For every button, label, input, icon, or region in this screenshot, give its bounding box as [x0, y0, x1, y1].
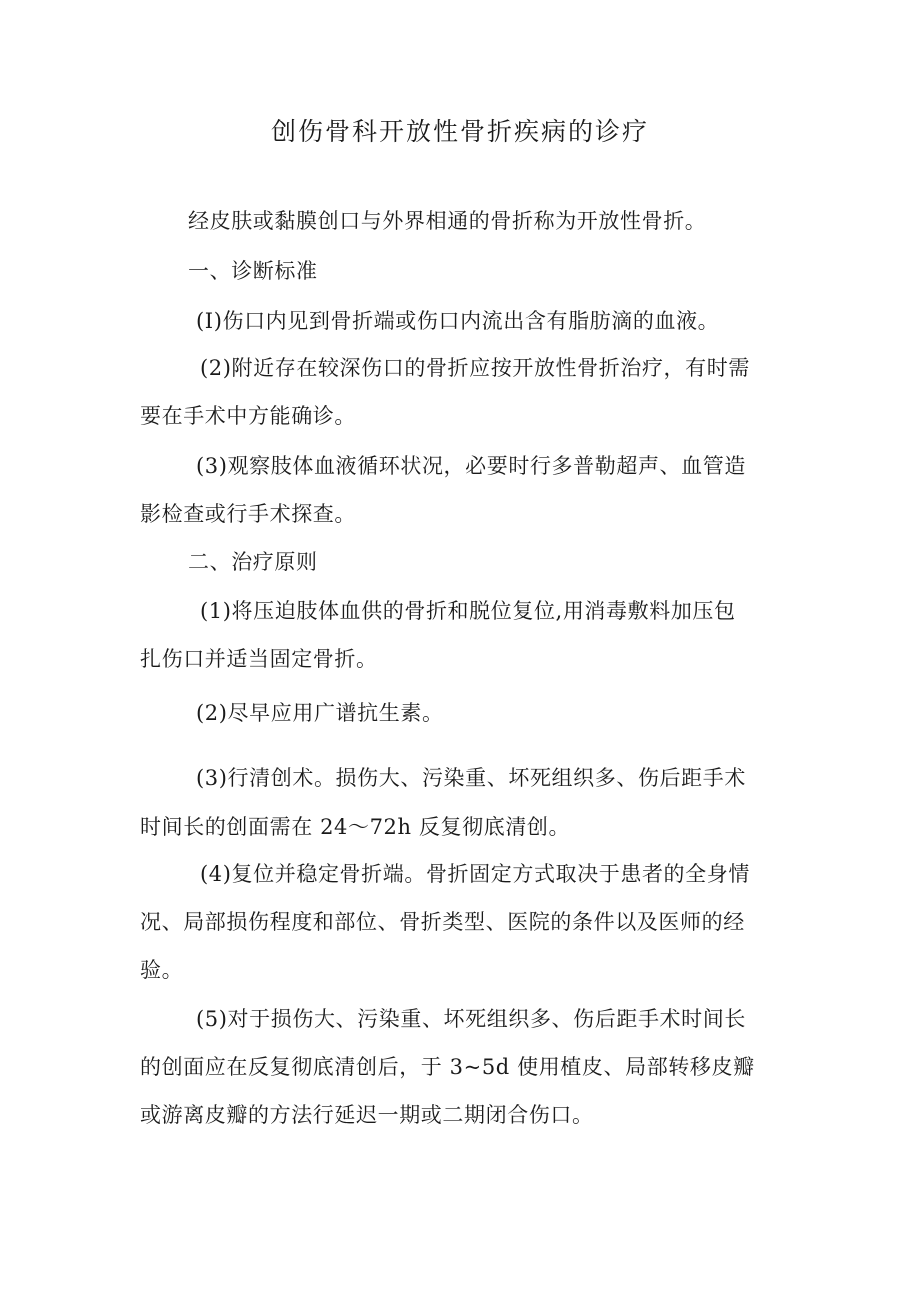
intro-paragraph: 经皮肤或黏膜创口与外界相通的骨折称为开放性骨折。 [188, 209, 707, 233]
treatment-item-5-line-2: 的创面应在反复彻底清创后，于 3~5d 使用植皮、局部转移皮瓣 [140, 1055, 755, 1079]
diagnosis-item-1: (I)伤口内见到骨折端或伤口内流出含有脂肪滴的血液。 [196, 309, 720, 333]
treatment-item-5-line-1: (5)对于损伤大、污染重、坏死组织多、伤后距手术时间长 [196, 1007, 746, 1031]
diagnosis-item-3-line-1: (3)观察肢体血液循环状况，必要时行多普勒超声、血管造 [196, 454, 746, 478]
treatment-item-4-line-3: 验。 [140, 958, 184, 982]
treatment-item-1-line-1: (1)将压迫肢体血供的骨折和脱位复位,用消毒敷料加压包 [200, 599, 736, 623]
diagnosis-item-2-line-1: (2)附近存在较深伤口的骨折应按开放性骨折治疗，有时需 [200, 356, 750, 380]
treatment-item-3-line-2: 时间长的创面需在 24～72h 反复彻底清创。 [140, 815, 571, 839]
treatment-item-1-line-2: 扎伤口并适当固定骨折。 [140, 647, 378, 671]
treatment-item-5-line-3: 或游离皮瓣的方法行延迟一期或二期闭合伤口。 [140, 1103, 594, 1127]
document-title: 创伤骨科开放性骨折疾病的诊疗 [270, 117, 649, 146]
treatment-item-4-line-1: (4)复位并稳定骨折端。骨折固定方式取决于患者的全身情 [200, 862, 750, 886]
treatment-item-2: (2)尽早应用广谱抗生素。 [196, 701, 444, 725]
diagnosis-item-2-line-2: 要在手术中方能确诊。 [140, 404, 356, 428]
section-heading-diagnosis: 一、诊断标准 [188, 259, 318, 283]
treatment-item-4-line-2: 况、局部损伤程度和部位、骨折类型、医院的条件以及医师的经 [140, 910, 745, 934]
treatment-item-3-line-1: (3)行清创术。损伤大、污染重、坏死组织多、伤后距手术 [196, 766, 746, 790]
diagnosis-item-3-line-2: 影检查或行手术探查。 [140, 502, 356, 526]
section-heading-treatment: 二、治疗原则 [188, 550, 318, 574]
